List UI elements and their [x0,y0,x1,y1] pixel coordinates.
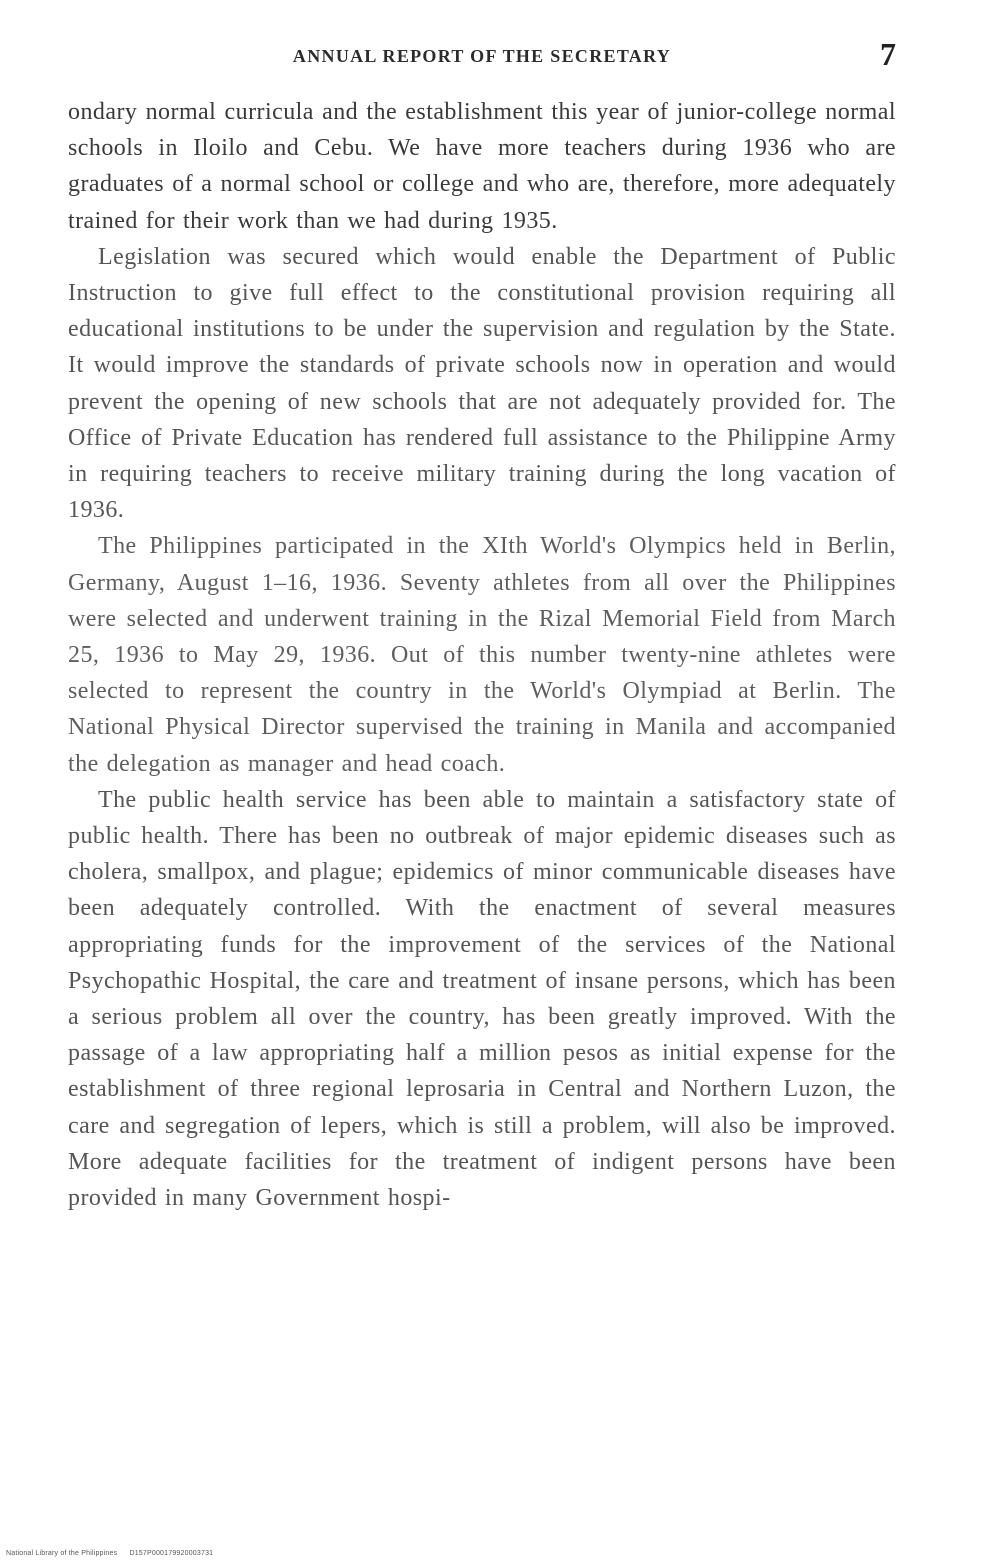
body-text [68,94,896,1216]
running-header [68,36,896,76]
paragraph-public-health: The public health service has been able to maintain a satisfactory state of public health. There has been no outbreak of major epidemic diseases such as cholera, smallpox, and plague; epidemics of minor communicable diseases have been adequately controlled. With the enactment of several measures appropriating funds for the improvement of the services of the National Psychopathic Hospital, the care and treatment of insane persons, which has been a serious problem all over the country, has been greatly improved. With the passage of a law appropriating half a million pesos as initial expense for the establishment of three regional leprosaria in Central and Northern Luzon, the care and segregation of lepers, which is still a problem, will also be improved. More adequate facilities for the treatment of indigent persons have been provided in many Government hospi- [68,786,896,1212]
footer-id: D157P000179920003731 [129,1550,214,1557]
footer-library: National Library of the Philippines [6,1550,118,1557]
page-number: 7 [880,36,896,72]
paragraph-olympics: The Philippines participated in the XIth World's Olympics held in Berlin, Germany, August 1–16, 1936. Seventy athletes from all over the Philippines were selected and underwent training in the Rizal Memorial Field from March 25, 1936 to May 29, 1936. Out of this number twenty-nine athletes were selected to represent the country in the World's Olympiad at Berlin. The National Physical Director supervised the training in Manila and accompanied the delegation as manager and head coach. [68,533,896,777]
running-title: ANNUAL REPORT OF THE SECRETARY [292,46,672,66]
paragraph-private-education: Legislation was secured which would enable the Department of Public Instruction to give full effect to the constitutional provision requiring all educational institutions to be under the supervision and regulation by the State. It would improve the standards of private schools now in operation and would prevent the opening of new schools that are not adequately provided for. The Office of Private Education has rendered full assistance to the Philippine Army in requiring teachers to receive military training during the long vacation of 1936. [68,243,896,524]
scan-footer [6,1550,213,1557]
paragraph-normal-schools: ondary normal curricula and the establishment this year of junior-college normal schools in Iloilo and Cebu. We have more teachers during 1936 who are graduates of a normal school or college and who are, therefore, more adequately trained for their work than we had during 1935. [68,99,896,234]
